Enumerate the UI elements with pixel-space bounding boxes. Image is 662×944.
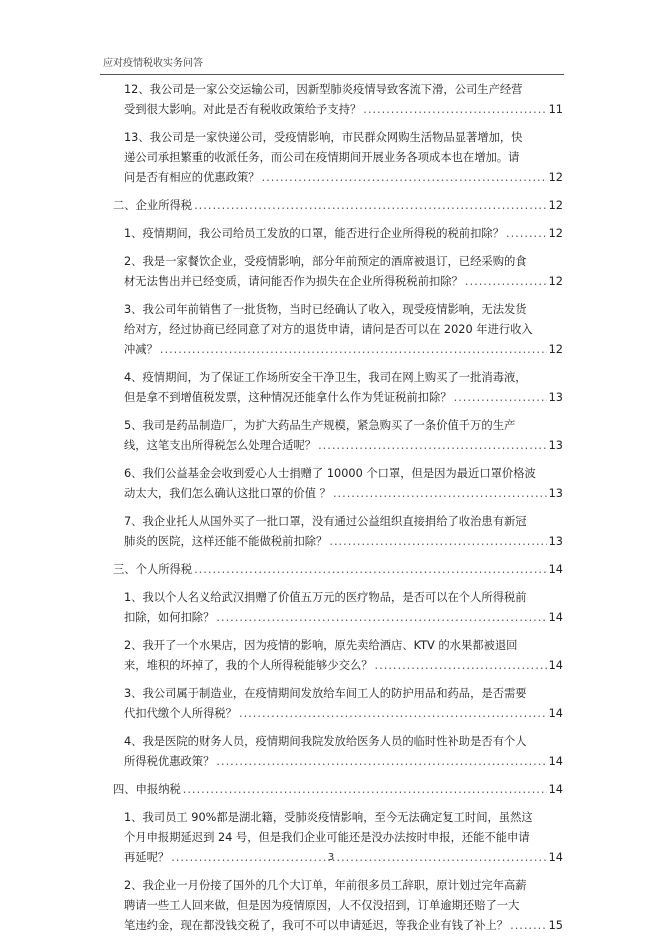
toc-entry-text: 二、企业所得税	[113, 199, 193, 212]
toc-dot-leader	[216, 752, 546, 772]
toc-page-number: 14	[548, 563, 563, 576]
toc-section-entry[interactable]	[103, 780, 563, 800]
toc-entry-line: 4、疫情期间，为了保证工作场所安全干净卫生，我司在网上购买了一批消毒液，	[124, 371, 527, 384]
toc-entry-final-line	[124, 224, 563, 244]
toc-dot-leader	[465, 272, 547, 292]
toc-entry-line: 12、我公司是一家公交运输公司，因新型肺炎疫情导致客流下滑，公司生产经营	[124, 83, 523, 96]
toc-entry-line: 2、我是一家餐饮企业，受疫情影响，部分年前预定的酒席被退订，已经采购的食	[124, 255, 527, 268]
toc-entry-text: 线，这笔支出所得税怎么处理合适呢？	[124, 439, 317, 452]
toc-entry-line: 个月申报期延迟到 24 号，但是我们企业可能还是没办法按时申报，还能不能申请	[124, 831, 530, 844]
toc-page-number: 12	[548, 227, 563, 240]
toc-dot-leader	[194, 560, 547, 580]
toc-page-number: 14	[548, 755, 563, 768]
toc-dot-leader	[510, 916, 547, 936]
toc-entry-final-line	[124, 484, 563, 504]
toc-entry-final-line	[124, 272, 563, 292]
toc-dot-leader	[239, 704, 547, 724]
toc-page-number: 14	[548, 851, 563, 864]
toc-question-entry[interactable]	[103, 876, 563, 936]
toc-entry-final-line	[124, 100, 563, 120]
toc-page-number: 14	[548, 783, 563, 796]
toc-entry-text: 再延呢？	[124, 851, 170, 864]
toc-entry-text: 1、疫情期间，我公司给员工发放的口罩，能否进行企业所得税的税前扣除？	[124, 227, 504, 240]
toc-entry-text: 冲减？	[124, 343, 158, 356]
toc-page-number: 11	[548, 103, 563, 116]
toc-section-entry[interactable]	[103, 196, 563, 216]
toc-dot-leader	[454, 388, 547, 408]
toc-entry-final-line	[124, 704, 563, 724]
toc-question-entry[interactable]	[103, 636, 563, 676]
toc-question-entry[interactable]	[103, 80, 563, 120]
toc-dot-leader	[375, 656, 547, 676]
toc-entry-line: 4、我是医院的财务人员，疫情期间我院发放给医务人员的临时性补助是否有个人	[124, 735, 527, 748]
running-header: 应对疫情税收实务问答	[103, 58, 203, 69]
toc-entry-final-line	[124, 608, 563, 628]
toc-entry-line: 7、我企业托人从国外买了一批口罩，没有通过公益组织直接捐给了收治患有新冠	[124, 515, 527, 528]
toc-dot-leader	[216, 608, 546, 628]
toc-entry-text: 问是否有相应的优惠政策？	[124, 171, 260, 184]
toc-entry-text: 动太大，我们怎么确认这批口罩的价值 ？	[124, 487, 331, 500]
toc-page-number: 13	[548, 535, 563, 548]
toc-dot-leader	[333, 484, 547, 504]
toc-entry-line: 5、我司是药品制造厂，为扩大药品生产规模，紧急购买了一条价值千万的生产	[124, 419, 516, 432]
toc-entry-final-line	[113, 780, 563, 800]
toc-dot-leader	[183, 780, 547, 800]
toc-entry-line: 6、我们公益基金会收到爱心人士捐赠了 10000 个口罩，但是因为最近口罩价格波	[124, 467, 536, 480]
toc-entry-text: 扣除，如何扣除？	[124, 611, 215, 624]
toc-entry-text: 所得税优惠政策？	[124, 755, 215, 768]
toc-dot-leader	[329, 532, 546, 552]
toc-question-entry[interactable]	[103, 732, 563, 772]
toc-entry-text: 笔违约金，现在都没钱交税了，我可不可以申请延迟，等我企业有钱了补上？	[124, 919, 509, 932]
toc-dot-leader	[194, 196, 547, 216]
toc-question-entry[interactable]	[103, 224, 563, 244]
toc-question-entry[interactable]	[103, 128, 563, 188]
toc-page-number: 14	[548, 611, 563, 624]
toc-dot-leader	[363, 100, 546, 120]
toc-entry-final-line	[124, 388, 563, 408]
toc-entry-final-line	[124, 340, 563, 360]
toc-entry-final-line	[124, 752, 563, 772]
table-of-contents	[103, 80, 563, 944]
toc-page-number: 15	[548, 919, 563, 932]
toc-question-entry[interactable]	[103, 512, 563, 552]
toc-entry-text: 材无法售出并已经变质，请问能否作为损失在企业所得税税前扣除？	[124, 275, 463, 288]
toc-dot-leader	[160, 340, 547, 360]
toc-entry-text: 但是拿不到增值税发票，这种情况还能拿什么作为凭证税前扣除？	[124, 391, 452, 404]
toc-entry-text: 四、申报纳税	[113, 783, 181, 796]
toc-entry-text: 肺炎的医院，这样还能不能做税前扣除？	[124, 535, 328, 548]
toc-entry-line: 13、我公司是一家快递公司，受疫情影响，市民群众网购生活物品显著增加，快	[124, 131, 523, 144]
toc-entry-final-line	[124, 168, 563, 188]
toc-question-entry[interactable]	[103, 464, 563, 504]
toc-entry-line: 递公司承担繁重的收派任务，而公司在疫情期间开展业务各项成本也在增加。请	[124, 151, 520, 164]
toc-entry-text: 来，堆积的坏掉了，我的个人所得税能够少交么？	[124, 659, 373, 672]
toc-entry-final-line	[124, 532, 563, 552]
toc-question-entry[interactable]	[103, 300, 563, 360]
toc-dot-leader	[318, 436, 547, 456]
toc-section-entry[interactable]	[103, 560, 563, 580]
toc-page-number: 12	[548, 171, 563, 184]
toc-page-number: 13	[548, 439, 563, 452]
toc-entry-line: 3、我公司年前销售了一批货物，当时已经确认了收入，现受疫情影响，无法发货	[124, 303, 527, 316]
toc-entry-text: 受到很大影响。对此是否有税收政策给予支持？	[124, 103, 362, 116]
toc-dot-leader	[506, 224, 547, 244]
toc-entry-line: 3、我公司属于制造业，在疫情期间发放给车间工人的防护用品和药品，是否需要	[124, 687, 527, 700]
toc-entry-final-line	[113, 560, 563, 580]
toc-entry-final-line	[124, 436, 563, 456]
toc-entry-line: 2、我企业一月份接了国外的几个大订单，年前很多员工辞职，原计划过完年高薪	[124, 879, 527, 892]
toc-entry-text: 三、个人所得税	[113, 563, 193, 576]
toc-page-number: 13	[548, 391, 563, 404]
toc-dot-leader	[262, 168, 547, 188]
toc-question-entry[interactable]	[103, 684, 563, 724]
toc-question-entry[interactable]	[103, 252, 563, 292]
toc-entry-final-line	[124, 656, 563, 676]
toc-page-number: 13	[548, 487, 563, 500]
header-divider	[100, 74, 564, 75]
toc-entry-line: 1、我以个人名义给武汉捐赠了价值五万元的医疗物品，是否可以在个人所得税前	[124, 591, 527, 604]
page-number: 3	[327, 852, 335, 863]
toc-page-number: 14	[548, 659, 563, 672]
toc-entry-line: 2、我开了一个水果店，因为疫情的影响，原先卖给酒店、KTV 的水果都被退回	[124, 639, 518, 652]
toc-entry-text: 代扣代缴个人所得税？	[124, 707, 237, 720]
toc-entry-final-line	[124, 916, 563, 936]
toc-page-number: 12	[548, 343, 563, 356]
toc-question-entry[interactable]	[103, 416, 563, 456]
toc-question-entry[interactable]	[103, 588, 563, 628]
toc-page-number: 12	[548, 275, 563, 288]
toc-question-entry[interactable]	[103, 368, 563, 408]
toc-entry-final-line	[113, 196, 563, 216]
toc-entry-line: 给对方，经过协商已经同意了对方的退货申请，请问是否可以在 2020 年进行收入	[124, 323, 533, 336]
toc-entry-line: 聘请一些工人回来做，但是因为疫情原因，人不仅没招到，订单逾期还赔了一大	[124, 899, 520, 912]
toc-entry-line: 1、我司员工 90%都是湖北籍，受肺炎疫情影响，至今无法确定复工时间，虽然这	[124, 811, 533, 824]
toc-page-number: 12	[548, 199, 563, 212]
toc-page-number: 14	[548, 707, 563, 720]
